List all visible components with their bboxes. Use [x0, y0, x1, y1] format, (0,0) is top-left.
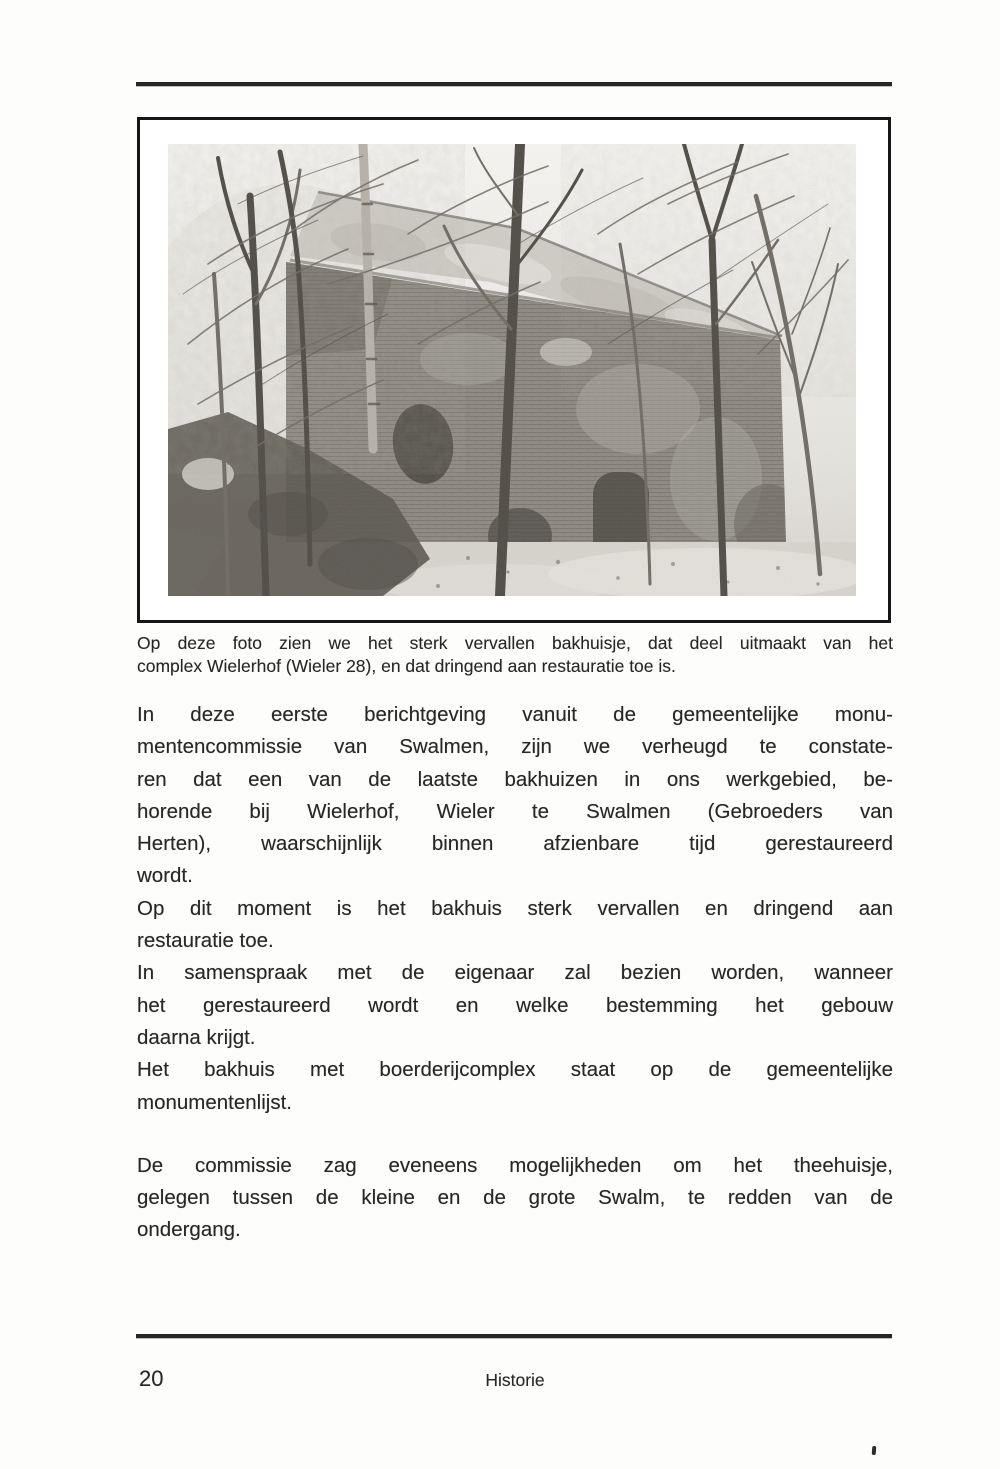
text-line: wordt. — [137, 864, 193, 888]
text-line: Herten), waarschijnlijk binnen afzienbare tijd gerestaureerd — [137, 832, 893, 856]
text-line: het gerestaureerd wordt en welke bestemming het gebouw — [137, 993, 893, 1017]
text-line: ondergang. — [137, 1218, 241, 1242]
text-line: mentencommissie van Swalmen, zijn we verheugd te constate- — [137, 735, 893, 759]
photo-grain — [168, 144, 856, 596]
print-speck — [872, 1446, 877, 1455]
top-rule — [136, 82, 892, 86]
text-line: ren dat een van de laatste bakhuizen in ons werkgebied, be- — [137, 767, 893, 791]
paragraph — [137, 699, 893, 893]
caption-line: Op deze foto zien we het sterk vervallen bakhuisje, dat deel uitmaakt van het — [137, 633, 893, 653]
caption-line: complex Wielerhof (Wieler 28), en dat dringend aan restauratie toe is. — [137, 656, 676, 676]
text-line: monumentenlijst. — [137, 1090, 292, 1114]
text-line: Het bakhuis met boerderijcomplex staat op de gemeentelijke — [137, 1058, 893, 1082]
text-line: restauratie toe. — [137, 929, 274, 953]
text-line: In samenspraak met de eigenaar zal bezien worden, wanneer — [137, 961, 893, 985]
paragraph — [137, 957, 893, 1054]
text-line: Op dit moment is het bakhuis sterk vervallen en dringend aan — [137, 896, 893, 920]
photo-frame — [137, 117, 891, 623]
text-line: horende bij Wielerhof, Wieler te Swalmen (Gebroeders van — [137, 799, 893, 823]
bakehouse-photo — [168, 144, 856, 596]
bottom-rule — [136, 1334, 892, 1338]
page-number: 20 — [139, 1366, 164, 1391]
text-line: gelegen tussen de kleine en de grote Swalm, te redden van de — [137, 1186, 893, 1210]
photo-caption — [137, 632, 893, 678]
text-line: In deze eerste berichtgeving vanuit de gemeentelijke monu- — [137, 703, 893, 726]
section-title: Historie — [485, 1370, 545, 1390]
paragraph — [137, 893, 893, 958]
paragraph — [137, 1150, 893, 1247]
text-line: De commissie zag eveneens mogelijkheden om het theehuisje, — [137, 1153, 893, 1177]
body-text — [137, 699, 893, 1247]
paragraph — [137, 1054, 893, 1119]
text-line: daarna krijgt. — [137, 1025, 256, 1049]
